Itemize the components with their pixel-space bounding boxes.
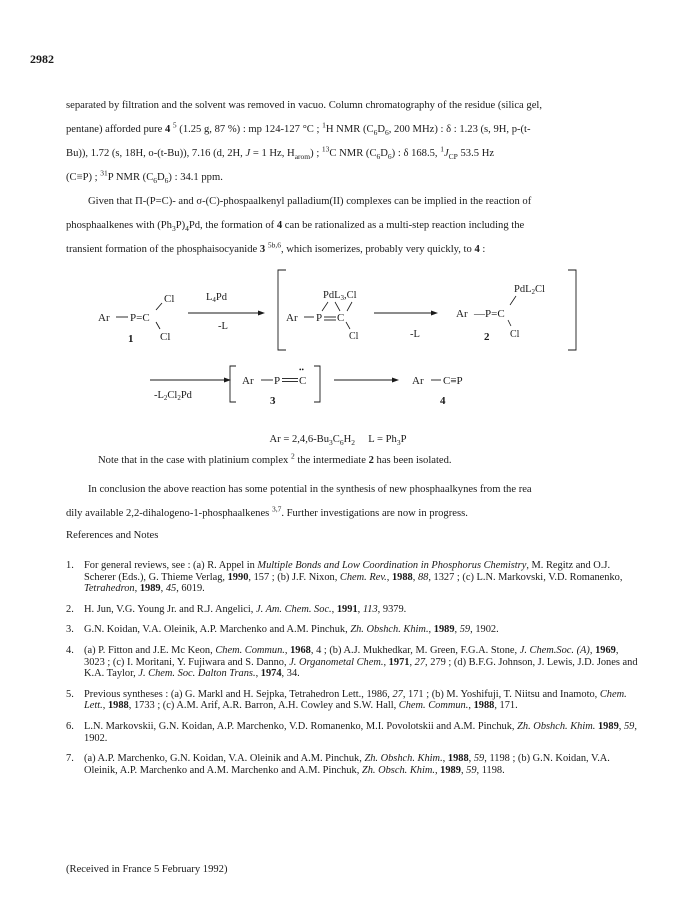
bracket-left: [230, 366, 236, 402]
text: , 200 MHz) : δ : 1.23 (s, 9H, p-(t-: [388, 124, 531, 135]
phosphorus-label: P: [274, 375, 281, 387]
superscript: 31: [100, 168, 108, 178]
text-line: [66, 190, 626, 214]
received-date: (Received in France 5 February 1992): [66, 864, 228, 875]
text: D: [157, 172, 165, 183]
reference-number: 5.: [66, 688, 74, 700]
bracket-right: [568, 270, 576, 350]
text: In conclusion the above reaction has some potential in the synthesis of new phosphaalkynes from the rea: [88, 484, 532, 495]
text: P): [175, 220, 186, 231]
text: (1.25 g, 87 %) : mp 124-127 °C ;: [176, 124, 323, 135]
compound-number-1: 1: [128, 333, 134, 345]
text: Ar = 2,4,6-Bu: [269, 434, 330, 445]
reference-number: 4.: [66, 644, 74, 656]
text: D: [377, 124, 385, 135]
bond: [510, 296, 516, 305]
palladium-fragment: PdL2Cl: [514, 284, 545, 296]
arrow-step-1: [188, 292, 265, 332]
text: P: [400, 434, 407, 445]
text: C NMR (C: [329, 148, 377, 159]
text-line: [66, 214, 626, 238]
reference-item: 6. L.N. Markovskii, G.N. Koidan, A.P. Marchenko, V.D. Romanenko, M.I. Povolotskii and A.M. Pinchuk, Zh. Obshch. Khim. 1989, 59, 1902.: [66, 720, 637, 744]
text: H: [343, 434, 352, 445]
text: . Further investigations are now in progress.: [281, 508, 468, 519]
text-line: [66, 238, 626, 262]
subscript: arom: [294, 152, 311, 162]
reference-item: 5. Previous syntheses : (a) G. Markl and H. Sejpka, Tetrahedron Lett., 1986, 27, 171 ; (b) M. Yoshifuji, T. Niitsu and Inamoto, Chem. Lett., 1988, 1733 ; (c) A.M. Arif, A.R. Barron, A.H. Cowley and S.W. Hall, Chem. Commun., 1988, 171.: [66, 688, 627, 712]
italic: J: [443, 148, 449, 159]
subscript: CP: [448, 152, 458, 162]
subscript: 3: [171, 224, 176, 234]
italic: J: [245, 148, 251, 159]
phosphaalkene-label: P=C: [130, 312, 150, 324]
reference-item: 1. For general reviews, see : (a) R. Appel in Multiple Bonds and Low Coordination in Phosphorus Chemistry, M. Regitz and O.J. Scherer (Eds.), G. Thieme Verlag, 1990, 157 ; (b) J.F. Nixon, Chem. Rev., 1988, 88, 1327 ; (c) L.N. Markovski, V.D. Romanenko, Tetrahedron, 1989, 45, 6019.: [66, 560, 623, 595]
reference-number: 2.: [66, 603, 74, 615]
reference-superscript: 3,7: [271, 504, 282, 514]
reference-superscript: 5b,6: [267, 240, 281, 250]
mechanism-paragraph: [66, 190, 626, 262]
text: H NMR (C: [325, 124, 374, 135]
text: separated by filtration and the solvent was removed in vacuo. Column chromatography of the residue (silica gel,: [66, 100, 542, 111]
arrow-step-3: [150, 378, 231, 403]
text-line: [66, 166, 626, 190]
compound-number: 2: [368, 455, 374, 466]
compound-3-structure: [242, 366, 306, 407]
reference-number: 1.: [66, 560, 74, 571]
aryl-label: Ar: [286, 312, 298, 324]
note-line: [98, 451, 452, 466]
text: (C≡P) ;: [66, 172, 101, 183]
compound-number: 3: [259, 244, 266, 255]
reference-number: 6.: [66, 720, 74, 732]
phosphorus-label: P: [316, 312, 323, 324]
text-line: [66, 142, 626, 166]
chlorine-label: Cl: [164, 293, 175, 305]
subscript: 6: [384, 128, 389, 138]
carbon-label: C: [299, 375, 307, 387]
bracket-right: [314, 366, 320, 402]
text: D: [380, 148, 388, 159]
reference-item: 4. (a) P. Fitton and J.E. Mc Keon, Chem. Commun., 1968, 4 ; (b) A.J. Mukhedkar, M. Green, F.G.A. Stone, J. Chem.Soc. (A), 1969, 3023 ; (c) I. Moritani, Y. Fujiwara and S. Danno, J. Organometal Chem., 1971, 27, 279 ; (d) B.F.G. Johnson, J. Lewis, J.D. Jones and K.A. Taylor, J. Chem. Soc. Dalton Trans., 1974, 34.: [66, 644, 638, 680]
aryl-label: Ar: [98, 312, 110, 324]
experimental-paragraph: [66, 94, 626, 190]
reaction-scheme: [60, 262, 630, 412]
text: Given that Π-(P=C)- and σ-(C)-phospaalkenyl palladium(II) complexes can be implied in the reaction of: [88, 196, 532, 207]
text: = 1 Hz, H: [250, 148, 295, 159]
bond: [508, 320, 511, 326]
subscript: 4: [185, 224, 189, 234]
scheme-definitions: [0, 434, 676, 448]
text: has been isolated.: [373, 455, 452, 466]
subscript: 6: [373, 128, 378, 138]
text: the intermediate: [294, 455, 369, 466]
arrow-step-4: [334, 378, 399, 383]
compound-4-structure: [412, 375, 463, 407]
phosphaalkyne-label: C≡P: [443, 375, 463, 387]
compound-number-2: 2: [484, 331, 490, 343]
text: , which isomerizes, probably very quickly, to: [280, 244, 475, 255]
compound-2-structure: [456, 284, 545, 343]
reference-item: 2. H. Jun, V.G. Young Jr. and R.J. Angelici, J. Am. Chem. Soc., 1991, 113, 9379.: [66, 603, 407, 615]
reference-item: 7. (a) A.P. Marchenko, G.N. Koidan, V.A. Oleinik and A.M. Pinchuk, Zh. Obshch. Khim., 1988, 59, 1198 ; (b) G.N. Koidan, V.A. Oleinik, A.P. Marchenko and A.M. Marchenko and A.M. Pinchuk, Zh. Obsch. Khim., 1989, 59, 1198.: [66, 753, 610, 776]
text: ) : δ 168.5,: [391, 148, 441, 159]
text: Pd, the formation of: [188, 220, 277, 231]
text: Bu)), 1.72 (s, 18H, o-(t-Bu)), 7.16 (d, 2H,: [66, 148, 246, 159]
text: dily available 2,2-dihalogeno-1-phosphaalkenes: [66, 508, 272, 519]
page-number: 2982: [30, 52, 54, 66]
text: :: [479, 244, 486, 255]
aryl-label: Ar: [456, 308, 468, 320]
text-line: [66, 478, 626, 502]
chlorine-label: Cl: [349, 331, 359, 342]
superscript: 1: [322, 120, 326, 130]
subscript: 2: [351, 438, 356, 448]
text: can be rationalized as a multi-step reaction including the: [282, 220, 525, 231]
subscript: 3: [396, 438, 401, 448]
references-list: [66, 560, 641, 785]
bond: [156, 303, 162, 310]
conclusion-paragraph: [66, 478, 626, 526]
text-line: [66, 502, 626, 526]
bond: [322, 302, 328, 311]
bracket-left: [278, 270, 286, 350]
chlorine-label: Cl: [160, 331, 171, 343]
compound-number-4: 4: [440, 395, 446, 407]
byproduct-label: -L: [410, 329, 420, 340]
reference-number: 3.: [66, 624, 74, 636]
text-line: [66, 118, 626, 142]
superscript: 13: [321, 144, 330, 154]
carbon-label: C: [337, 312, 345, 324]
compound-number: 4: [474, 244, 480, 255]
bond: [347, 302, 352, 311]
subscript: 6: [387, 152, 392, 162]
reference-item: 3. G.N. Koidan, V.A. Oleinik, A.P. Marchenko and A.M. Pinchuk, Zh. Obshch. Khim., 1989, 59, 1902.: [66, 624, 499, 636]
palladium-fragment: PdL3,Cl: [323, 290, 357, 302]
arrow-step-2: [374, 311, 438, 341]
phosphaalkene-label: —P=C: [474, 308, 505, 320]
compound-number: 4: [276, 220, 283, 231]
text: Note that in the case with platinium complex: [98, 455, 291, 466]
arrow-head: [258, 311, 265, 316]
byproduct-label: -L: [218, 321, 228, 332]
aryl-label: Ar: [242, 375, 254, 387]
text: C: [332, 434, 340, 445]
subscript: 6: [153, 176, 158, 186]
arrow-head: [392, 378, 399, 383]
compound-number: 4: [164, 124, 171, 135]
text: L = Ph: [355, 434, 397, 445]
references-heading: References and Notes: [66, 530, 159, 541]
subscript: 3: [329, 438, 333, 448]
bond: [335, 302, 340, 311]
text-line: [66, 94, 626, 118]
text: pentane) afforded pure: [66, 124, 165, 135]
chlorine-label: Cl: [510, 329, 520, 340]
text: phosphaalkenes with (Ph: [66, 220, 172, 231]
aryl-label: Ar: [412, 375, 424, 387]
lone-pair: ••: [299, 366, 304, 374]
reagent-label: L4Pd: [206, 292, 228, 304]
arrow-head: [431, 311, 438, 316]
text: transient formation of the phosphaisocyanide: [66, 244, 260, 255]
text: P NMR (C: [107, 172, 154, 183]
text: 53.5 Hz: [457, 148, 495, 159]
reference-number: 7.: [66, 753, 74, 765]
bond: [156, 322, 160, 329]
reference-superscript: 2: [291, 451, 295, 461]
pi-complex-structure: [286, 290, 359, 342]
reference-superscript: 5: [172, 120, 177, 130]
text: ) ;: [310, 148, 322, 159]
subscript: 6: [339, 438, 344, 448]
subscript: 6: [376, 152, 381, 162]
subscript: 6: [164, 176, 169, 186]
compound-number-3: 3: [270, 395, 276, 407]
superscript: 1: [440, 144, 444, 154]
bond: [346, 322, 350, 329]
text: ) : 34.1 ppm.: [168, 172, 223, 183]
compound-1-structure: [98, 293, 174, 345]
byproduct-label: -L2Cl2Pd: [154, 390, 192, 402]
